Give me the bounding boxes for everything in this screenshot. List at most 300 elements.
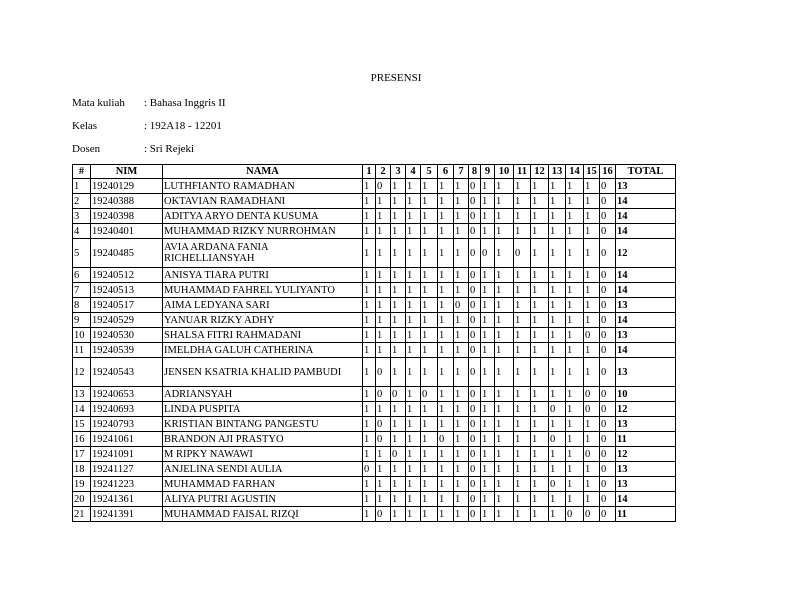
- attendance-cell: 1: [406, 268, 421, 283]
- attendance-cell: 1: [421, 194, 438, 209]
- attendance-cell: 1: [363, 209, 376, 224]
- nim-cell: 19240653: [91, 387, 163, 402]
- attendance-cell: 1: [584, 298, 600, 313]
- attendance-cell: 0: [549, 432, 566, 447]
- attendance-cell: 1: [584, 432, 600, 447]
- attendance-cell: 1: [391, 477, 406, 492]
- attendance-cell: 1: [438, 462, 454, 477]
- nim-cell: 19240517: [91, 298, 163, 313]
- attendance-cell: 1: [376, 477, 391, 492]
- attendance-cell: 1: [438, 402, 454, 417]
- attendance-cell: 1: [454, 209, 469, 224]
- attendance-cell: 1: [566, 194, 584, 209]
- nim-cell: 19240793: [91, 417, 163, 432]
- row-number: 14: [73, 402, 91, 417]
- row-number: 19: [73, 477, 91, 492]
- table-row: [73, 402, 676, 417]
- nim-cell: 19241361: [91, 492, 163, 507]
- attendance-cell: 1: [363, 298, 376, 313]
- attendance-cell: 0: [363, 462, 376, 477]
- attendance-cell: 0: [600, 343, 616, 358]
- attendance-cell: 1: [495, 328, 514, 343]
- attendance-cell: 1: [406, 462, 421, 477]
- nim-cell: 19240512: [91, 268, 163, 283]
- attendance-cell: 1: [495, 268, 514, 283]
- total-cell: 13: [616, 417, 676, 432]
- table-row: [73, 432, 676, 447]
- attendance-cell: 1: [421, 179, 438, 194]
- column-header: 6: [438, 165, 454, 179]
- total-cell: 13: [616, 477, 676, 492]
- attendance-cell: 1: [566, 209, 584, 224]
- attendance-cell: 1: [363, 328, 376, 343]
- attendance-cell: 1: [566, 477, 584, 492]
- page-title: PRESENSI: [370, 72, 422, 84]
- attendance-cell: 1: [391, 283, 406, 298]
- attendance-cell: 1: [421, 328, 438, 343]
- attendance-cell: 1: [406, 492, 421, 507]
- attendance-cell: 1: [363, 224, 376, 239]
- attendance-cell: 1: [531, 492, 549, 507]
- name-cell: ALIYA PUTRI AGUSTIN: [163, 492, 363, 507]
- attendance-cell: 1: [531, 313, 549, 328]
- attendance-cell: 1: [391, 313, 406, 328]
- attendance-cell: 0: [469, 477, 481, 492]
- total-cell: 14: [616, 313, 676, 328]
- attendance-cell: 1: [549, 313, 566, 328]
- total-cell: 10: [616, 387, 676, 402]
- attendance-cell: 1: [406, 328, 421, 343]
- attendance-cell: 1: [438, 343, 454, 358]
- attendance-cell: 1: [584, 239, 600, 268]
- meta-lecturer: [72, 143, 194, 155]
- attendance-cell: 1: [406, 209, 421, 224]
- attendance-cell: 1: [363, 239, 376, 268]
- attendance-cell: 1: [438, 298, 454, 313]
- attendance-cell: 1: [549, 417, 566, 432]
- attendance-cell: 1: [584, 268, 600, 283]
- attendance-cell: 0: [469, 283, 481, 298]
- attendance-cell: 1: [376, 224, 391, 239]
- total-cell: 14: [616, 492, 676, 507]
- attendance-cell: 1: [391, 432, 406, 447]
- attendance-cell: 1: [376, 194, 391, 209]
- column-header: TOTAL: [616, 165, 676, 179]
- attendance-cell: 0: [469, 209, 481, 224]
- attendance-cell: 1: [531, 432, 549, 447]
- meta-lecturer-value: : Sri Rejeki: [144, 143, 195, 155]
- table-row: [73, 298, 676, 313]
- attendance-cell: 1: [514, 432, 531, 447]
- attendance-cell: 0: [549, 402, 566, 417]
- attendance-cell: 0: [600, 447, 616, 462]
- attendance-cell: 1: [406, 298, 421, 313]
- name-cell: ADRIANSYAH: [163, 387, 363, 402]
- attendance-cell: 1: [438, 477, 454, 492]
- attendance-cell: 1: [566, 447, 584, 462]
- attendance-cell: 1: [406, 507, 421, 522]
- attendance-cell: 1: [454, 477, 469, 492]
- column-header: 10: [495, 165, 514, 179]
- attendance-cell: 1: [421, 313, 438, 328]
- table-row: [73, 224, 676, 239]
- total-cell: 14: [616, 194, 676, 209]
- attendance-cell: 0: [600, 402, 616, 417]
- attendance-cell: 1: [421, 402, 438, 417]
- nim-cell: 19241223: [91, 477, 163, 492]
- column-header: 13: [549, 165, 566, 179]
- attendance-cell: 1: [514, 507, 531, 522]
- attendance-cell: 1: [363, 477, 376, 492]
- attendance-cell: 1: [481, 283, 495, 298]
- attendance-cell: 1: [406, 194, 421, 209]
- attendance-cell: 0: [600, 462, 616, 477]
- attendance-cell: 1: [406, 239, 421, 268]
- attendance-cell: 1: [406, 358, 421, 387]
- attendance-cell: 1: [406, 477, 421, 492]
- attendance-cell: 1: [454, 462, 469, 477]
- attendance-cell: 1: [549, 268, 566, 283]
- nim-cell: 19240485: [91, 239, 163, 268]
- meta-class-label: Kelas: [72, 120, 98, 132]
- attendance-cell: 0: [469, 268, 481, 283]
- attendance-cell: 1: [566, 239, 584, 268]
- name-cell: KRISTIAN BINTANG PANGESTU: [163, 417, 363, 432]
- attendance-cell: 1: [363, 313, 376, 328]
- attendance-cell: 1: [454, 358, 469, 387]
- attendance-cell: 1: [531, 507, 549, 522]
- name-cell: ADITYA ARYO DENTA KUSUMA: [163, 209, 363, 224]
- column-header: 16: [600, 165, 616, 179]
- attendance-cell: 1: [421, 358, 438, 387]
- attendance-cell: 1: [549, 462, 566, 477]
- attendance-cell: 1: [549, 492, 566, 507]
- attendance-cell: 0: [584, 507, 600, 522]
- attendance-cell: 1: [531, 268, 549, 283]
- attendance-cell: 1: [495, 447, 514, 462]
- attendance-cell: 1: [363, 492, 376, 507]
- name-cell: OKTAVIAN RAMADHANI: [163, 194, 363, 209]
- attendance-cell: 1: [495, 507, 514, 522]
- attendance-cell: 1: [438, 328, 454, 343]
- attendance-cell: 0: [469, 462, 481, 477]
- attendance-cell: 1: [406, 179, 421, 194]
- attendance-cell: 1: [454, 387, 469, 402]
- attendance-cell: 1: [438, 224, 454, 239]
- attendance-cell: 1: [566, 328, 584, 343]
- row-number: 20: [73, 492, 91, 507]
- attendance-cell: 0: [600, 298, 616, 313]
- attendance-cell: 1: [481, 343, 495, 358]
- attendance-cell: 1: [454, 343, 469, 358]
- attendance-cell: 1: [406, 387, 421, 402]
- table-row: [73, 239, 676, 268]
- attendance-cell: 1: [584, 283, 600, 298]
- nim-cell: 19240543: [91, 358, 163, 387]
- attendance-cell: 1: [454, 507, 469, 522]
- attendance-cell: 1: [438, 507, 454, 522]
- attendance-cell: 1: [514, 343, 531, 358]
- meta-class: [72, 120, 222, 132]
- name-cell: BRANDON AJI PRASTYO: [163, 432, 363, 447]
- name-cell: MUHAMMAD FARHAN: [163, 477, 363, 492]
- attendance-cell: 0: [600, 432, 616, 447]
- attendance-cell: 1: [481, 447, 495, 462]
- table-body: [73, 179, 676, 522]
- attendance-cell: 1: [514, 477, 531, 492]
- attendance-cell: 1: [454, 239, 469, 268]
- total-cell: 14: [616, 283, 676, 298]
- attendance-cell: 0: [376, 432, 391, 447]
- attendance-cell: 1: [495, 209, 514, 224]
- attendance-cell: 1: [376, 402, 391, 417]
- row-number: 11: [73, 343, 91, 358]
- attendance-cell: 0: [600, 209, 616, 224]
- name-cell: AVIA ARDANA FANIA RICHELLIANSYAH: [163, 239, 363, 268]
- attendance-cell: 1: [531, 194, 549, 209]
- attendance-cell: 1: [514, 447, 531, 462]
- nim-cell: 19240401: [91, 224, 163, 239]
- attendance-cell: 0: [421, 387, 438, 402]
- table-row: [73, 328, 676, 343]
- attendance-cell: 1: [584, 417, 600, 432]
- attendance-cell: 1: [406, 224, 421, 239]
- attendance-cell: 1: [406, 402, 421, 417]
- total-cell: 12: [616, 447, 676, 462]
- attendance-cell: 0: [600, 507, 616, 522]
- row-number: 13: [73, 387, 91, 402]
- attendance-cell: 1: [495, 179, 514, 194]
- attendance-cell: 1: [531, 179, 549, 194]
- attendance-cell: 1: [376, 298, 391, 313]
- column-header: 7: [454, 165, 469, 179]
- attendance-cell: 0: [469, 507, 481, 522]
- attendance-cell: 1: [421, 477, 438, 492]
- attendance-cell: 1: [481, 209, 495, 224]
- nim-cell: 19240388: [91, 194, 163, 209]
- attendance-cell: 1: [495, 477, 514, 492]
- nim-cell: 19240693: [91, 402, 163, 417]
- attendance-cell: 1: [495, 313, 514, 328]
- name-cell: MUHAMMAD RIZKY NURROHMAN: [163, 224, 363, 239]
- attendance-cell: 1: [531, 402, 549, 417]
- table-row: [73, 313, 676, 328]
- attendance-cell: 1: [363, 283, 376, 298]
- attendance-cell: 0: [469, 328, 481, 343]
- attendance-cell: 1: [481, 462, 495, 477]
- attendance-cell: 1: [454, 447, 469, 462]
- meta-course: [72, 97, 226, 109]
- attendance-cell: 1: [531, 283, 549, 298]
- attendance-cell: 1: [454, 417, 469, 432]
- attendance-cell: 1: [531, 477, 549, 492]
- attendance-cell: 1: [406, 417, 421, 432]
- total-cell: 13: [616, 328, 676, 343]
- attendance-cell: 0: [600, 268, 616, 283]
- nim-cell: 19240129: [91, 179, 163, 194]
- table-row: [73, 447, 676, 462]
- attendance-cell: 1: [438, 358, 454, 387]
- attendance-cell: 0: [391, 387, 406, 402]
- attendance-cell: 1: [376, 313, 391, 328]
- attendance-cell: 1: [438, 283, 454, 298]
- attendance-cell: 1: [584, 477, 600, 492]
- attendance-cell: 1: [438, 194, 454, 209]
- attendance-cell: 1: [454, 268, 469, 283]
- table-row: [73, 358, 676, 387]
- attendance-cell: 1: [531, 209, 549, 224]
- attendance-cell: 0: [469, 194, 481, 209]
- row-number: 2: [73, 194, 91, 209]
- attendance-cell: 0: [584, 402, 600, 417]
- attendance-cell: 1: [495, 432, 514, 447]
- row-number: 21: [73, 507, 91, 522]
- attendance-cell: 1: [495, 283, 514, 298]
- attendance-cell: 0: [469, 179, 481, 194]
- attendance-cell: 0: [438, 432, 454, 447]
- attendance-cell: 1: [454, 224, 469, 239]
- row-number: 12: [73, 358, 91, 387]
- attendance-cell: 1: [391, 417, 406, 432]
- table-row: [73, 283, 676, 298]
- attendance-cell: 1: [549, 179, 566, 194]
- attendance-cell: 1: [363, 343, 376, 358]
- meta-course-label: Mata kuliah: [72, 97, 125, 109]
- attendance-cell: 1: [531, 239, 549, 268]
- attendance-cell: 1: [566, 224, 584, 239]
- attendance-cell: 1: [549, 387, 566, 402]
- attendance-cell: 1: [495, 239, 514, 268]
- name-cell: ANJELINA SENDI AULIA: [163, 462, 363, 477]
- attendance-cell: 1: [438, 268, 454, 283]
- attendance-cell: 1: [376, 239, 391, 268]
- attendance-cell: 1: [566, 358, 584, 387]
- attendance-cell: 1: [391, 492, 406, 507]
- attendance-cell: 1: [584, 313, 600, 328]
- attendance-cell: 1: [514, 358, 531, 387]
- total-cell: 14: [616, 268, 676, 283]
- attendance-cell: 1: [584, 194, 600, 209]
- attendance-cell: 1: [421, 224, 438, 239]
- attendance-cell: 1: [363, 179, 376, 194]
- column-header: 12: [531, 165, 549, 179]
- nim-cell: 19240513: [91, 283, 163, 298]
- column-header: 2: [376, 165, 391, 179]
- table-row: [73, 194, 676, 209]
- total-cell: 14: [616, 209, 676, 224]
- attendance-cell: 1: [481, 179, 495, 194]
- column-header: 9: [481, 165, 495, 179]
- table-row: [73, 343, 676, 358]
- attendance-cell: 1: [531, 343, 549, 358]
- total-cell: 13: [616, 298, 676, 313]
- attendance-cell: 1: [481, 432, 495, 447]
- attendance-cell: 1: [438, 387, 454, 402]
- name-cell: ANISYA TIARA PUTRI: [163, 268, 363, 283]
- table-header-row: [73, 165, 676, 179]
- attendance-cell: 1: [549, 328, 566, 343]
- attendance-cell: 1: [584, 224, 600, 239]
- attendance-cell: 1: [391, 268, 406, 283]
- attendance-cell: 1: [363, 402, 376, 417]
- attendance-cell: 1: [376, 328, 391, 343]
- attendance-cell: 0: [469, 417, 481, 432]
- attendance-cell: 1: [363, 507, 376, 522]
- attendance-cell: 1: [481, 417, 495, 432]
- attendance-cell: 1: [514, 402, 531, 417]
- attendance-cell: 1: [584, 343, 600, 358]
- column-header: 4: [406, 165, 421, 179]
- attendance-cell: 1: [421, 298, 438, 313]
- attendance-cell: 1: [454, 492, 469, 507]
- attendance-cell: 1: [421, 343, 438, 358]
- attendance-cell: 1: [531, 358, 549, 387]
- row-number: 10: [73, 328, 91, 343]
- attendance-cell: 1: [376, 447, 391, 462]
- total-cell: 13: [616, 179, 676, 194]
- column-header: 3: [391, 165, 406, 179]
- row-number: 18: [73, 462, 91, 477]
- attendance-cell: 1: [514, 283, 531, 298]
- name-cell: LINDA PUSPITA: [163, 402, 363, 417]
- total-cell: 12: [616, 239, 676, 268]
- attendance-cell: 1: [566, 343, 584, 358]
- attendance-cell: 1: [514, 298, 531, 313]
- attendance-cell: 1: [584, 492, 600, 507]
- name-cell: LUTHFIANTO RAMADHAN: [163, 179, 363, 194]
- total-cell: 11: [616, 432, 676, 447]
- attendance-cell: 1: [531, 417, 549, 432]
- name-cell: SHALSA FITRI RAHMADANI: [163, 328, 363, 343]
- table-row: [73, 477, 676, 492]
- attendance-cell: 1: [363, 358, 376, 387]
- attendance-cell: 1: [391, 358, 406, 387]
- attendance-cell: 1: [514, 268, 531, 283]
- attendance-cell: 0: [600, 387, 616, 402]
- column-header: #: [73, 165, 91, 179]
- attendance-cell: 0: [481, 239, 495, 268]
- attendance-cell: 0: [469, 402, 481, 417]
- attendance-cell: 0: [391, 447, 406, 462]
- attendance-cell: 1: [514, 224, 531, 239]
- attendance-cell: 0: [600, 313, 616, 328]
- attendance-cell: 1: [566, 313, 584, 328]
- attendance-cell: 0: [376, 507, 391, 522]
- attendance-cell: 1: [363, 387, 376, 402]
- row-number: 17: [73, 447, 91, 462]
- attendance-cell: 0: [566, 507, 584, 522]
- attendance-cell: 1: [376, 209, 391, 224]
- column-header: 1: [363, 165, 376, 179]
- attendance-cell: 1: [363, 447, 376, 462]
- nim-cell: 19240398: [91, 209, 163, 224]
- attendance-cell: 1: [481, 477, 495, 492]
- attendance-cell: 1: [531, 387, 549, 402]
- row-number: 8: [73, 298, 91, 313]
- attendance-cell: 1: [391, 179, 406, 194]
- table-row: [73, 268, 676, 283]
- attendance-cell: 1: [495, 343, 514, 358]
- attendance-cell: 1: [514, 179, 531, 194]
- attendance-cell: 0: [600, 492, 616, 507]
- attendance-cell: 1: [454, 179, 469, 194]
- attendance-cell: 1: [549, 224, 566, 239]
- attendance-cell: 1: [584, 209, 600, 224]
- attendance-cell: 1: [454, 313, 469, 328]
- attendance-cell: 1: [549, 358, 566, 387]
- attendance-cell: 0: [469, 298, 481, 313]
- attendance-cell: 1: [376, 462, 391, 477]
